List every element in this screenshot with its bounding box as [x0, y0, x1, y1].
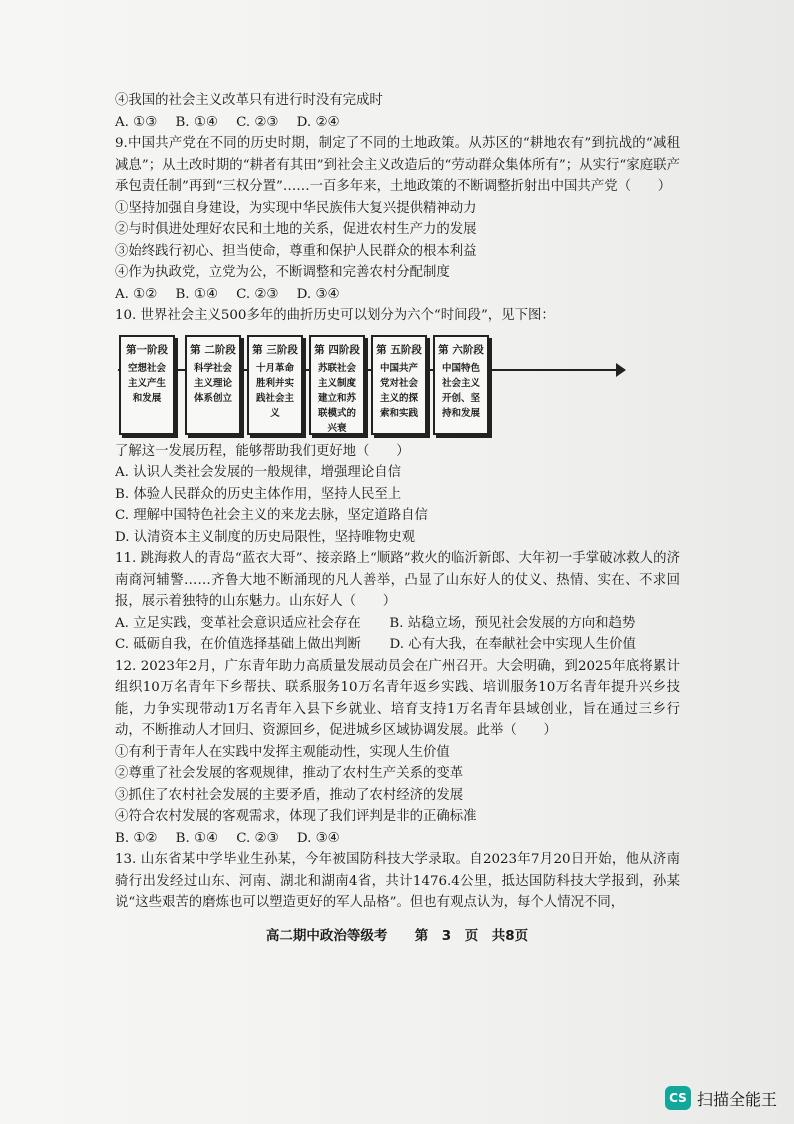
q8-statement-4: ④我国的社会主义改革只有进行时没有完成时	[115, 93, 383, 108]
stage-3-title: 第 三阶段	[252, 343, 298, 356]
q9-statement-3: ③始终践行初心、担当使命，尊重和保护人民群众的根本利益	[115, 243, 477, 259]
q11-option-b: B. 站稳立场，预见社会发展的方向和趋势	[389, 615, 636, 631]
q12-option-a: B. ①②	[115, 830, 158, 846]
scanner-watermark-text: 扫描全能王	[696, 1089, 777, 1109]
q9-option-c: C. ②③	[236, 286, 279, 302]
stage-2-title: 第 二阶段	[190, 343, 236, 356]
q12-stem: 12. 2023年2月，广东青年助力高质量发展动员会在广州召开。大会明确，到2025年底将累计组织10万名青年下乡帮扶、联系服务10万名青年返乡实践、培训服务10万名青年提升兴乡技能，力争实现带动1万名青年入县下乡就业、培育支持1万名青年县域创业，旨在通过三乡行动，不断推动人才回归、资源回乡，促进城乡区域协调发展。此举（ ）	[115, 658, 680, 738]
q8-option-d: D. ②④	[296, 114, 340, 130]
stage-5-title: 第 五阶段	[376, 343, 422, 356]
timeline-stage-6	[433, 335, 489, 435]
exam-content	[115, 90, 680, 914]
stage-3-body: 十月革命胜利并实践社会主义	[255, 362, 294, 419]
q13-stem: 13. 山东省某中学毕业生孙某，今年被国防科技大学录取。自2023年7月20日开始，他从济南骑行出发经过山东、河南、湖北和湖南4省，共计1476.4公里，抵达国防科技大学报到，孙某说“这些艰苦的磨炼也可以塑造更好的军人品格”。但也有观点认为，每个人情况不同，	[115, 852, 680, 910]
stage-4-title: 第 四阶段	[314, 343, 360, 356]
socialism-timeline-diagram	[115, 331, 680, 435]
footer-page-number: 第 3 页 共8页	[414, 928, 529, 944]
timeline-stage-3	[247, 335, 303, 435]
q10-option-b: B. 体验人民群众的历史主体作用，坚持人民至上	[115, 486, 402, 502]
q9-option-a: A. ①②	[115, 286, 158, 302]
q9-statement-2: ②与时俱进处理好农民和土地的关系，促进农村生产力的发展	[115, 222, 477, 237]
q11-stem: 11. 跳海救人的青岛“蓝衣大哥”、接亲路上“顺路”救火的临沂新郎、大年初一手掌破冰救人的济南商河辅警……齐鲁大地不断涌现的凡人善举，凸显了山东好人的仗义、热情、实在、不求回报，展示着独特的山东魅力。山东好人（ ）	[115, 551, 680, 609]
q9-stem: 9.中国共产党在不同的历史时期，制定了不同的土地政策。从苏区的“耕地农有”到抗战的“减租减息”；从土改时期的“耕者有其田”到社会主义改造后的“劳动群众集体所有”；从实行“家庭联产承包责任制”再到“三权分置”……一百多年来，土地政策的不断调整折射出中国共产党（ ）	[115, 136, 680, 194]
q9-statement-1: ①坚持加强自身建设，为实现中华民族伟大复兴提供精神动力	[115, 200, 477, 216]
q11-option-d: D. 心有大我，在奉献社会中实现人生价值	[389, 637, 636, 652]
q8-option-a: A. ①③	[115, 114, 158, 130]
q11-option-a: A. 立足实践，变革社会意识适应社会存在	[115, 615, 361, 631]
q10-option-a: A. 认识人类社会发展的一般规律，增强理论自信	[115, 465, 401, 480]
stage-1-title: 第一阶段	[126, 343, 168, 356]
scanner-watermark	[665, 1084, 777, 1112]
q10-option-c: C. 理解中国特色社会主义的来龙去脉，坚定道路自信	[115, 508, 428, 523]
timeline-stage-5	[371, 335, 427, 435]
q10-stem: 10. 世界社会主义500多年的曲折历史可以划分为六个“时间段”，见下图：	[115, 308, 555, 323]
q12-statement-1: ①有利于青年人在实践中发挥主观能动性，实现人生价值	[115, 744, 450, 760]
stage-1-body: 空想社会主义产生和发展	[127, 362, 166, 404]
q10-option-d: D. 认清资本主义制度的历史局限性，坚持唯物史观	[115, 529, 415, 545]
stage-4-body: 苏联社会主义制度建立和苏联模式的兴衰	[317, 362, 356, 434]
q12-option-d: D. ③④	[296, 830, 340, 846]
q9-options	[115, 284, 680, 306]
q12-statement-3: ③抓住了农村社会发展的主要矛盾，推动了农村经济的发展	[115, 787, 464, 803]
footer-exam-name: 高二期中政治等级考	[265, 928, 388, 944]
q8-option-c: C. ②③	[236, 114, 279, 130]
timeline-stage-4	[309, 335, 365, 435]
q12-options	[115, 828, 680, 850]
timeline-stage-2	[185, 335, 241, 435]
q12-option-c: C. ②③	[236, 830, 279, 846]
q11-options-row-1	[115, 613, 680, 635]
stage-6-title: 第 六阶段	[438, 343, 484, 356]
camscanner-logo-icon: CS	[665, 1086, 691, 1110]
timeline-arrow-head-icon	[616, 363, 626, 377]
q10-question: 了解这一发展历程，能够帮助我们更好地（ ）	[115, 443, 410, 459]
timeline-stage-1	[119, 335, 175, 435]
stage-6-body: 中国特色社会主义开创、坚持和发展	[441, 362, 480, 419]
q8-options	[115, 112, 680, 134]
q11-options-row-2	[115, 634, 680, 656]
q9-option-d: D. ③④	[296, 286, 340, 302]
q12-option-b: B. ①④	[175, 830, 219, 846]
stage-5-body: 中国共产党对社会主义的探索和实践	[379, 362, 418, 419]
q12-statement-4: ④符合农村发展的客观需求，体现了我们评判是非的正确标准	[115, 809, 477, 824]
page-footer	[0, 924, 794, 944]
q12-statement-2: ②尊重了社会发展的客观规律，推动了农村生产关系的变革	[115, 766, 464, 781]
q8-option-b: B. ①④	[175, 114, 218, 130]
q9-statement-4: ④作为执政党，立党为公，不断调整和完善农村分配制度	[115, 265, 450, 280]
q11-option-c: C. 砥砺自我，在价值选择基础上做出判断	[115, 637, 361, 652]
q9-option-b: B. ①④	[175, 286, 218, 302]
stage-2-body: 科学社会主义理论体系创立	[193, 362, 232, 404]
